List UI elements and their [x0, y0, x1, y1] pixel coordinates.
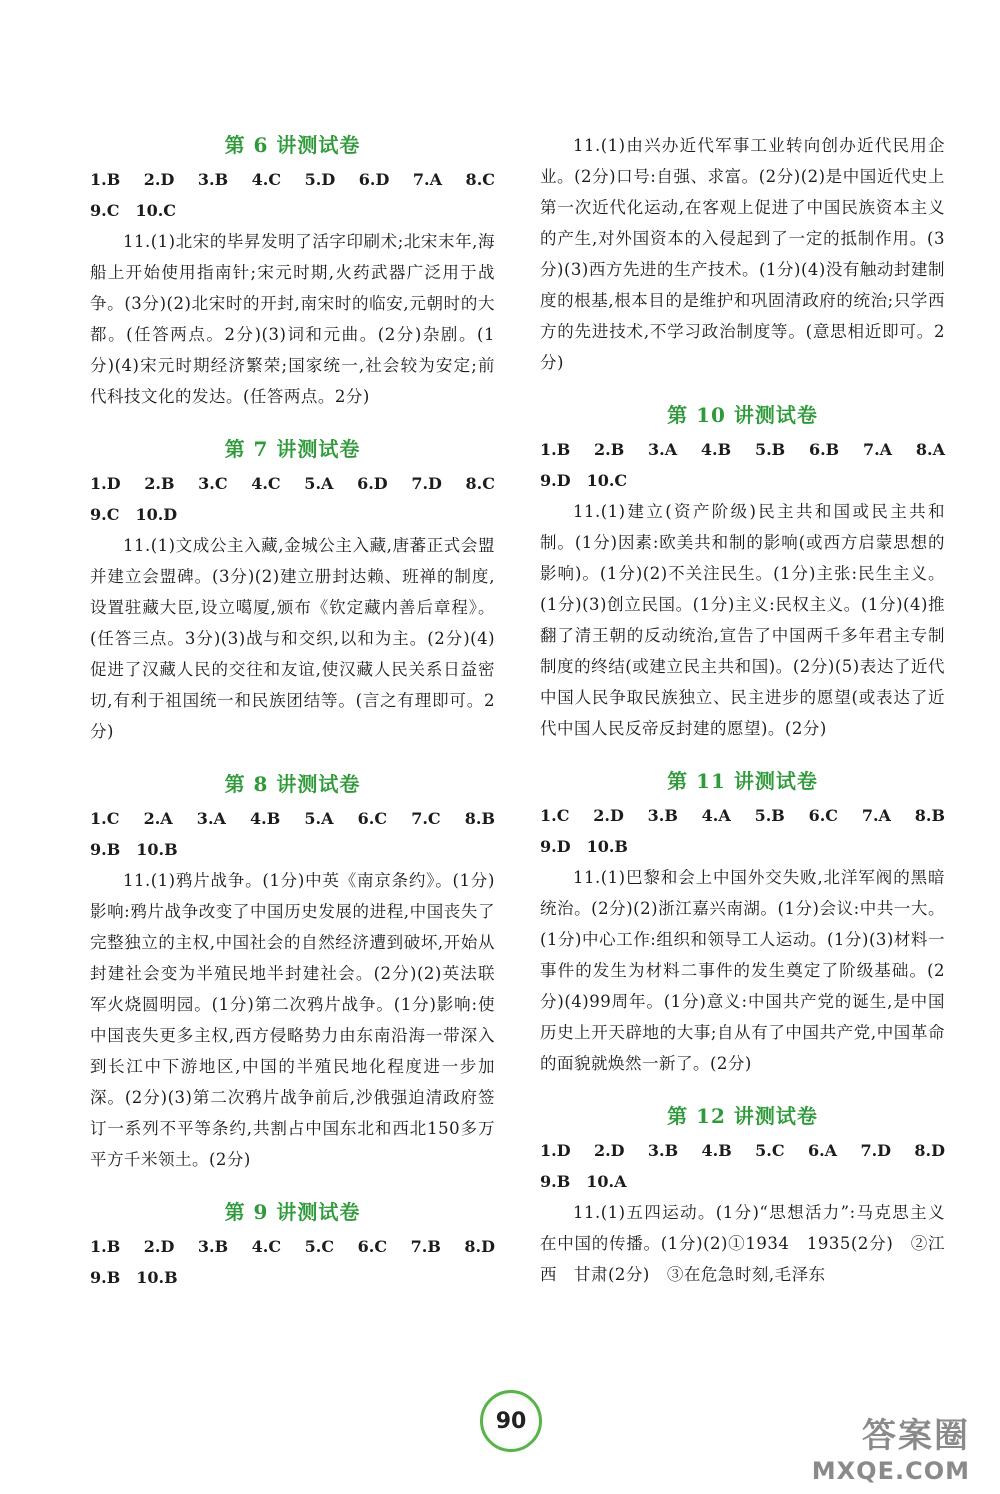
mc-answers-line1: 1.C 2.D 3.B 4.A 5.B 6.C 7.A 8.B	[540, 806, 945, 825]
watermark-url: MXQE.COM	[811, 1457, 970, 1485]
left-column	[90, 130, 495, 1315]
section-lecture-9	[90, 1197, 495, 1293]
mc-answers-line2: 9.C 10.D	[90, 505, 178, 524]
section-lecture-6	[90, 130, 495, 412]
mc-answers-line1: 1.D 2.D 3.B 4.B 5.C 6.A 7.D 8.D	[540, 1141, 945, 1160]
watermark-text: 答案圈	[862, 1416, 970, 1456]
right-column	[540, 130, 945, 1312]
section-title: 第 6 讲测试卷	[224, 133, 361, 157]
section-lecture-7	[90, 434, 495, 747]
mc-answers-line2: 9.D 10.C	[540, 471, 628, 490]
section-lecture-10	[540, 400, 945, 744]
section-lecture-8	[90, 769, 495, 1175]
answer-paragraph: 11.(1)由兴办近代军事工业转向创办近代民用企业。(2分)口号:自强、求富。(2分)(2)是中国近代史上第一次近代化运动,在客观上促进了中国民族资本主义的产生,对外国资本的入侵起到了一定的抵制作用。(3分)(3)西方先进的生产技术。(1分)(4)没有触动封建制度的根基,根本目的是维护和巩固清政府的统治;只学西方的先进技术,不学习政治制度等。(意思相近即可。2分)	[540, 136, 945, 372]
section-lecture-12	[540, 1101, 945, 1290]
section-title: 第 8 讲测试卷	[224, 772, 361, 796]
mc-answers-line2: 9.B 10.A	[540, 1172, 627, 1191]
mc-answers-line1: 1.D 2.B 3.C 4.C 5.A 6.D 7.D 8.C	[90, 474, 495, 493]
section-title: 第 9 讲测试卷	[224, 1200, 361, 1224]
mc-answers-line2: 9.C 10.C	[90, 201, 177, 220]
page-number-badge: 90	[480, 1390, 542, 1452]
section-lecture-11	[540, 766, 945, 1079]
answer-paragraph: 11.(1)建立(资产阶级)民主共和国或民主共和制。(1分)因素:欧美共和制的影响(或西方启蒙思想的影响)。(1分)(2)不关注民生。(1分)主张:民生主义。(1分)(3)创立民国。(1分)主义:民权主义。(1分)(4)推翻了清王朝的反动统治,宣告了中国两千多年君主专制制度的终结(或建立民主共和国)。(2分)(5)表达了近代中国人民争取民族独立、民主进步的愿望(或表达了近代中国人民反帝反封建的愿望)。(2分)	[540, 502, 945, 738]
section-title: 第 7 讲测试卷	[224, 437, 361, 461]
mc-answers-line1: 1.B 2.B 3.A 4.B 5.B 6.B 7.A 8.A	[540, 440, 945, 459]
mc-answers-line2: 9.D 10.B	[540, 837, 628, 856]
section-title: 第 10 讲测试卷	[667, 403, 818, 427]
section-title: 第 12 讲测试卷	[667, 1104, 818, 1128]
mc-answers-line2: 9.B 10.B	[90, 840, 178, 859]
answer-paragraph: 11.(1)五四运动。(1分)“思想活力”:马克思主义在中国的传播。(1分)(2)①1934 1935(2分) ②江西 甘肃(2分) ③在危急时刻,毛泽东	[540, 1203, 945, 1284]
section-title: 第 11 讲测试卷	[667, 769, 818, 793]
mc-answers-line1: 1.B 2.D 3.B 4.C 5.D 6.D 7.A 8.C	[90, 170, 495, 189]
answer-paragraph: 11.(1)文成公主入藏,金城公主入藏,唐蕃正式会盟并建立会盟碑。(3分)(2)建立册封达赖、班禅的制度,设置驻藏大臣,设立噶厦,颁布《钦定藏内善后章程》。(任答三点。3分)(3)战与和交织,以和为主。(2分)(4)促进了汉藏人民的交往和友谊,使汉藏人民关系日益密切,有利于祖国统一和民族团结等。(言之有理即可。2分)	[90, 536, 495, 741]
mc-answers-line1: 1.C 2.A 3.A 4.B 5.A 6.C 7.C 8.B	[90, 809, 495, 828]
mc-answers-line1: 1.B 2.D 3.B 4.C 5.C 6.C 7.B 8.D	[90, 1237, 495, 1256]
answer-paragraph: 11.(1)北宋的毕昇发明了活字印刷术;北宋末年,海船上开始使用指南针;宋元时期,火药武器广泛用于战争。(3分)(2)北宋时的开封,南宋时的临安,元朝时的大都。(任答两点。2分)(3)词和元曲。(2分)杂剧。(1分)(4)宋元时期经济繁荣;国家统一,社会较为安定;前代科技文化的发达。(任答两点。2分)	[90, 232, 495, 406]
watermark-logo	[812, 1408, 970, 1485]
answer-paragraph: 11.(1)鸦片战争。(1分)中英《南京条约》。(1分)影响:鸦片战争改变了中国历史发展的进程,中国丧失了完整独立的主权,中国社会的自然经济遭到破坏,开始从封建社会变为半殖民地半封建社会。(2分)(2)英法联军火烧圆明园。(1分)第二次鸦片战争。(1分)影响:使中国丧失更多主权,西方侵略势力由东南沿海一带深入到长江中下游地区,中国的半殖民地化程度进一步加深。(2分)(3)第二次鸦片战争前后,沙俄强迫清政府签订一系列不平等条约,共割占中国东北和西北150多万平方千米领土。(2分)	[90, 871, 495, 1169]
answer-paragraph: 11.(1)巴黎和会上中国外交失败,北洋军阀的黑暗统治。(2分)(2)浙江嘉兴南湖。(1分)会议:中共一大。(1分)中心工作:组织和领导工人运动。(1分)(3)材料一事件的发生为材料二事件的发生奠定了阶级基础。(2分)(4)99周年。(1分)意义:中国共产党的诞生,是中国历史上开天辟地的大事;自从有了中国共产党,中国革命的面貌就焕然一新了。(2分)	[540, 868, 945, 1073]
section-lecture-9-continued	[540, 130, 945, 378]
mc-answers-line2: 9.B 10.B	[90, 1268, 178, 1287]
